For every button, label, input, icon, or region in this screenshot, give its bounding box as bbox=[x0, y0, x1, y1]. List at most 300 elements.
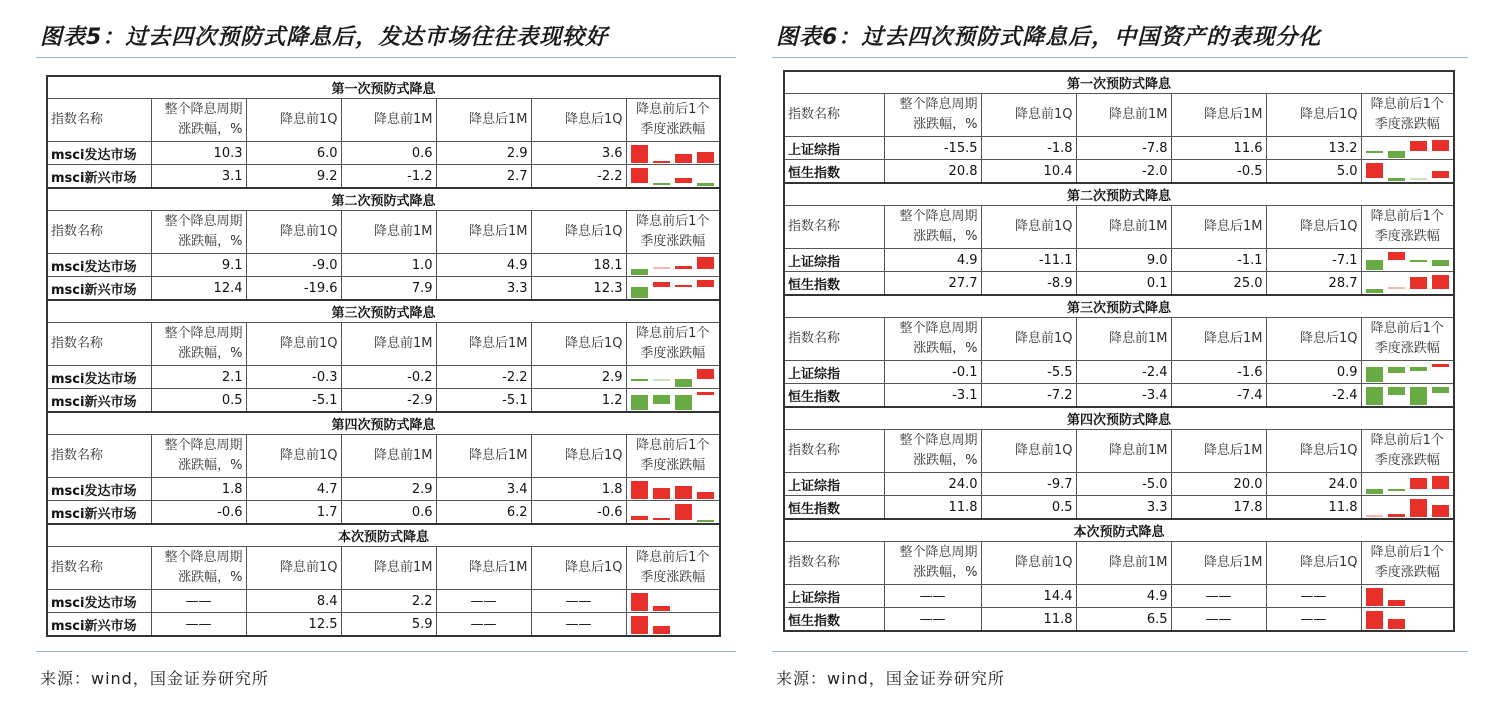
column-header bbox=[436, 323, 531, 366]
sparkline-bar bbox=[631, 168, 648, 183]
sparkline-cell bbox=[626, 254, 720, 277]
column-header-line: 季度涨跌幅 bbox=[640, 346, 706, 361]
cycle-change: 2.1 bbox=[151, 366, 246, 389]
figure-5-title: 图表5：过去四次预防式降息后，发达市场往往表现较好 bbox=[40, 25, 609, 50]
sparkline-bar bbox=[1366, 260, 1383, 270]
period-change: 11.6 bbox=[1171, 137, 1266, 160]
period-change: -1.8 bbox=[981, 137, 1076, 160]
period-change: -7.8 bbox=[1076, 137, 1171, 160]
sparkline-bar bbox=[653, 606, 670, 611]
table-row bbox=[47, 142, 720, 165]
column-header-line: 降息前1Q bbox=[279, 560, 338, 575]
column-header bbox=[436, 211, 531, 254]
sparkline-bar bbox=[1432, 260, 1449, 266]
sparkline-bar bbox=[653, 267, 670, 269]
column-header bbox=[1171, 206, 1266, 249]
sparkline-bar bbox=[653, 282, 670, 286]
figure-6-source: 来源：wind，国金证券研究所 bbox=[776, 669, 1005, 688]
index-name: msci新兴市场 bbox=[47, 277, 151, 301]
column-header-line: 季度涨跌幅 bbox=[1374, 229, 1440, 244]
column-header bbox=[1076, 318, 1171, 361]
column-header-line: 降息前1M bbox=[1109, 107, 1168, 122]
column-header bbox=[1361, 318, 1454, 361]
column-header bbox=[884, 94, 981, 137]
sparkline-bar bbox=[1388, 178, 1405, 181]
column-header bbox=[341, 547, 436, 590]
header-row bbox=[47, 435, 720, 478]
column-header bbox=[47, 211, 151, 254]
period-change: -5.0 bbox=[1076, 473, 1171, 496]
column-header bbox=[784, 318, 884, 361]
column-header-line: 季度涨跌幅 bbox=[640, 458, 706, 473]
sparkline-bar bbox=[1432, 140, 1449, 151]
period-change: 4.9 bbox=[436, 254, 531, 277]
table-row bbox=[784, 272, 1454, 296]
column-header-line: 降息前后1个 bbox=[1370, 321, 1444, 336]
sparkline-bar bbox=[631, 481, 648, 499]
sparkline-bar bbox=[675, 486, 692, 499]
column-header bbox=[1076, 206, 1171, 249]
period-change: -2.9 bbox=[341, 389, 436, 413]
column-header bbox=[341, 211, 436, 254]
column-header bbox=[626, 323, 720, 366]
period-change: 24.0 bbox=[1266, 473, 1361, 496]
column-header-line: 指数名称 bbox=[51, 336, 104, 351]
period-change: 0.9 bbox=[1266, 361, 1361, 384]
period-change: -8.9 bbox=[981, 272, 1076, 296]
period-change: 1.0 bbox=[341, 254, 436, 277]
table-row bbox=[784, 361, 1454, 384]
sparkline-bar bbox=[1388, 489, 1405, 492]
period-change: 3.3 bbox=[436, 277, 531, 301]
sparkline-bar bbox=[1388, 151, 1405, 158]
sparkline-bar bbox=[1366, 387, 1383, 405]
column-header-line: 季度涨跌幅 bbox=[640, 570, 706, 585]
column-header bbox=[1361, 94, 1454, 137]
column-header-line: 降息前1M bbox=[1109, 555, 1168, 570]
column-header-line: 降息后1M bbox=[469, 448, 528, 463]
header-row bbox=[784, 94, 1454, 137]
section-title-row bbox=[784, 71, 1454, 94]
section-title: 本次预防式降息 bbox=[47, 524, 720, 547]
sparkline-bar bbox=[1432, 275, 1449, 289]
section-title-row bbox=[784, 295, 1454, 318]
period-change: -0.5 bbox=[1171, 160, 1266, 184]
column-header-line: 涨跌幅，% bbox=[913, 341, 978, 356]
column-header bbox=[341, 435, 436, 478]
sparkline-bar bbox=[1388, 367, 1405, 374]
sparkline-bar bbox=[1432, 364, 1449, 367]
column-header-line: 降息前1Q bbox=[279, 224, 338, 239]
section-title: 第一次预防式降息 bbox=[784, 71, 1454, 94]
period-change: 12.3 bbox=[531, 277, 626, 301]
period-change: -1.1 bbox=[1171, 249, 1266, 272]
period-change: 2.2 bbox=[341, 590, 436, 613]
column-header-line: 指数名称 bbox=[788, 107, 841, 122]
column-header-line: 降息前1Q bbox=[279, 336, 338, 351]
column-header bbox=[246, 323, 341, 366]
cycle-change: —— bbox=[884, 585, 981, 608]
table-row bbox=[47, 613, 720, 637]
period-change: -5.1 bbox=[246, 389, 341, 413]
period-change: 0.6 bbox=[341, 501, 436, 525]
sparkline-bar bbox=[697, 152, 714, 163]
sparkline-bar bbox=[1366, 489, 1383, 494]
column-header-line: 降息前1M bbox=[374, 560, 433, 575]
cycle-change: 24.0 bbox=[884, 473, 981, 496]
period-change: -2.2 bbox=[436, 366, 531, 389]
sparkline-bar bbox=[631, 145, 648, 163]
column-header-line: 降息前后1个 bbox=[636, 438, 710, 453]
column-header bbox=[1266, 94, 1361, 137]
sparkline-bar bbox=[697, 492, 714, 499]
sparkline-bar bbox=[1432, 505, 1449, 517]
period-change: -7.1 bbox=[1266, 249, 1361, 272]
column-header bbox=[246, 99, 341, 142]
index-name: 上证综指 bbox=[784, 137, 884, 160]
column-header-line: 降息后1M bbox=[469, 112, 528, 127]
column-header bbox=[531, 435, 626, 478]
index-name: 上证综指 bbox=[784, 361, 884, 384]
column-header-line: 涨跌幅，% bbox=[178, 234, 243, 249]
column-header-line: 降息前后1个 bbox=[1370, 433, 1444, 448]
column-header-line: 降息后1M bbox=[469, 336, 528, 351]
period-change: 0.1 bbox=[1076, 272, 1171, 296]
column-header-line: 降息后1Q bbox=[1299, 107, 1358, 122]
sparkline-bar bbox=[697, 280, 714, 287]
column-header-line: 季度涨跌幅 bbox=[1374, 341, 1440, 356]
sparkline-cell bbox=[626, 366, 720, 389]
figure-6-table bbox=[783, 70, 1455, 632]
cycle-change: 10.3 bbox=[151, 142, 246, 165]
sparkline-bar bbox=[1388, 514, 1405, 517]
table-row bbox=[784, 473, 1454, 496]
column-header bbox=[981, 430, 1076, 473]
column-header-line: 整个降息周期 bbox=[164, 214, 243, 229]
column-header bbox=[981, 318, 1076, 361]
period-change: 3.4 bbox=[436, 478, 531, 501]
sparkline-bar bbox=[675, 395, 692, 410]
sparkline-cell bbox=[1361, 361, 1454, 384]
sparkline-bar bbox=[697, 369, 714, 379]
section-title-row bbox=[47, 412, 720, 435]
sparkline-bar bbox=[653, 161, 670, 163]
sparkline-cell bbox=[626, 590, 720, 613]
cycle-change: 1.8 bbox=[151, 478, 246, 501]
column-header bbox=[246, 435, 341, 478]
sparkline-bar bbox=[631, 269, 648, 275]
section-title: 第二次预防式降息 bbox=[47, 188, 720, 211]
cycle-change: 27.7 bbox=[884, 272, 981, 296]
period-change: -2.0 bbox=[1076, 160, 1171, 184]
column-header-line: 降息后1Q bbox=[1299, 555, 1358, 570]
index-name: msci发达市场 bbox=[47, 478, 151, 501]
column-header bbox=[784, 94, 884, 137]
sparkline-bar bbox=[653, 488, 670, 499]
sparkline-bar bbox=[653, 626, 670, 634]
column-header-line: 降息前后1个 bbox=[1370, 545, 1444, 560]
period-change: -5.1 bbox=[436, 389, 531, 413]
period-change: 25.0 bbox=[1171, 272, 1266, 296]
sparkline-bar bbox=[1366, 163, 1383, 178]
section-title: 第三次预防式降息 bbox=[47, 300, 720, 323]
sparkline-bar bbox=[1410, 277, 1427, 289]
sparkline-bar bbox=[697, 183, 714, 186]
sparkline-bar bbox=[1366, 289, 1383, 293]
period-change: 9.2 bbox=[246, 165, 341, 189]
column-header-line: 降息后1M bbox=[1204, 331, 1263, 346]
period-change: 10.4 bbox=[981, 160, 1076, 184]
section-title: 第四次预防式降息 bbox=[784, 407, 1454, 430]
sparkline-bar bbox=[1410, 178, 1427, 180]
section-title-row bbox=[47, 76, 720, 99]
period-change: -5.5 bbox=[981, 361, 1076, 384]
sparkline-bar bbox=[631, 287, 648, 298]
column-header-line: 涨跌幅，% bbox=[913, 453, 978, 468]
period-change: 1.7 bbox=[246, 501, 341, 525]
column-header bbox=[47, 99, 151, 142]
cycle-change: -15.5 bbox=[884, 137, 981, 160]
table-row bbox=[47, 501, 720, 525]
period-change: -0.3 bbox=[246, 366, 341, 389]
period-change: —— bbox=[531, 590, 626, 613]
column-header bbox=[151, 211, 246, 254]
sparkline-bar bbox=[675, 504, 692, 520]
column-header-line: 季度涨跌幅 bbox=[1374, 453, 1440, 468]
footer-divider bbox=[772, 651, 1468, 652]
column-header-line: 降息前1Q bbox=[279, 112, 338, 127]
table-row bbox=[47, 366, 720, 389]
period-change: 4.7 bbox=[246, 478, 341, 501]
period-change: 20.0 bbox=[1171, 473, 1266, 496]
sparkline-bar bbox=[1432, 476, 1449, 489]
sparkline-bar bbox=[675, 266, 692, 269]
sparkline-bar bbox=[1432, 171, 1449, 178]
column-header bbox=[981, 542, 1076, 585]
index-name: msci发达市场 bbox=[47, 366, 151, 389]
table-row bbox=[784, 496, 1454, 520]
column-header-line: 降息后1M bbox=[469, 224, 528, 239]
column-header-line: 季度涨跌幅 bbox=[1374, 117, 1440, 132]
sparkline-cell bbox=[1361, 272, 1454, 296]
sparkline-bar bbox=[1432, 387, 1449, 393]
section-title: 第二次预防式降息 bbox=[784, 183, 1454, 206]
sparkline-bar bbox=[1388, 387, 1405, 395]
cycle-change: 3.1 bbox=[151, 165, 246, 189]
cycle-change: -0.6 bbox=[151, 501, 246, 525]
index-name: msci发达市场 bbox=[47, 590, 151, 613]
cycle-change: -3.1 bbox=[884, 384, 981, 408]
column-header bbox=[1076, 430, 1171, 473]
index-name: 恒生指数 bbox=[784, 160, 884, 184]
column-header bbox=[1171, 542, 1266, 585]
column-header bbox=[151, 323, 246, 366]
column-header-line: 指数名称 bbox=[51, 112, 104, 127]
period-change: -0.6 bbox=[531, 501, 626, 525]
period-change: -19.6 bbox=[246, 277, 341, 301]
sparkline-bar bbox=[1388, 600, 1405, 606]
column-header-line: 涨跌幅，% bbox=[913, 565, 978, 580]
period-change: -9.7 bbox=[981, 473, 1076, 496]
sparkline-bar bbox=[697, 520, 714, 522]
column-header-line: 降息前1Q bbox=[1014, 555, 1073, 570]
period-change: 2.9 bbox=[436, 142, 531, 165]
table-row bbox=[47, 478, 720, 501]
sparkline-bar bbox=[631, 395, 648, 410]
header-row bbox=[47, 323, 720, 366]
sparkline-bar bbox=[1388, 287, 1405, 289]
column-header bbox=[1361, 206, 1454, 249]
column-header bbox=[531, 323, 626, 366]
index-name: msci发达市场 bbox=[47, 142, 151, 165]
period-change: 3.3 bbox=[1076, 496, 1171, 520]
column-header-line: 降息前1Q bbox=[1014, 443, 1073, 458]
table-row bbox=[47, 277, 720, 301]
column-header bbox=[246, 211, 341, 254]
figure-5-source: 来源：wind，国金证券研究所 bbox=[40, 669, 269, 688]
period-change: —— bbox=[436, 590, 531, 613]
column-header-line: 降息后1M bbox=[1204, 443, 1263, 458]
sparkline-bar bbox=[1366, 515, 1383, 517]
period-change: -11.1 bbox=[981, 249, 1076, 272]
table-row bbox=[784, 160, 1454, 184]
column-header-line: 整个降息周期 bbox=[164, 438, 243, 453]
column-header-line: 指数名称 bbox=[51, 560, 104, 575]
table-row bbox=[784, 585, 1454, 608]
column-header bbox=[884, 318, 981, 361]
period-change: 3.6 bbox=[531, 142, 626, 165]
cycle-change: 12.4 bbox=[151, 277, 246, 301]
period-change: -7.4 bbox=[1171, 384, 1266, 408]
period-change: -2.2 bbox=[531, 165, 626, 189]
sparkline-bar bbox=[1410, 367, 1427, 372]
column-header-line: 整个降息周期 bbox=[164, 326, 243, 341]
period-change: —— bbox=[531, 613, 626, 637]
column-header bbox=[47, 435, 151, 478]
table-row bbox=[784, 137, 1454, 160]
section-title-row bbox=[784, 519, 1454, 542]
sparkline-bar bbox=[1388, 619, 1405, 629]
period-change: 18.1 bbox=[531, 254, 626, 277]
period-change: 6.5 bbox=[1076, 608, 1171, 632]
column-header bbox=[784, 206, 884, 249]
period-change: 2.9 bbox=[531, 366, 626, 389]
index-name: 恒生指数 bbox=[784, 272, 884, 296]
column-header-line: 降息后1Q bbox=[1299, 331, 1358, 346]
period-change: —— bbox=[436, 613, 531, 637]
table-row bbox=[47, 254, 720, 277]
sparkline-cell bbox=[626, 389, 720, 413]
table-row bbox=[784, 384, 1454, 408]
section-title: 第三次预防式降息 bbox=[784, 295, 1454, 318]
section-title-row bbox=[784, 407, 1454, 430]
column-header bbox=[981, 94, 1076, 137]
header-row bbox=[784, 318, 1454, 361]
sparkline-bar bbox=[1410, 499, 1427, 517]
index-name: msci新兴市场 bbox=[47, 165, 151, 189]
column-header bbox=[884, 430, 981, 473]
section-title-row bbox=[47, 524, 720, 547]
period-change: 5.0 bbox=[1266, 160, 1361, 184]
sparkline-bar bbox=[1388, 252, 1405, 260]
cycle-change: 20.8 bbox=[884, 160, 981, 184]
sparkline-cell bbox=[1361, 384, 1454, 408]
column-header-line: 降息后1Q bbox=[564, 224, 623, 239]
header-row bbox=[784, 430, 1454, 473]
sparkline-bar bbox=[631, 616, 648, 634]
sparkline-bar bbox=[1366, 367, 1383, 382]
cycle-change: 11.8 bbox=[884, 496, 981, 520]
table-row bbox=[47, 165, 720, 189]
column-header bbox=[1171, 430, 1266, 473]
column-header-line: 整个降息周期 bbox=[899, 97, 978, 112]
column-header-line: 指数名称 bbox=[788, 219, 841, 234]
cycle-change: —— bbox=[151, 613, 246, 637]
index-name: 恒生指数 bbox=[784, 384, 884, 408]
figure-5-table bbox=[46, 75, 721, 637]
section-title-row bbox=[47, 188, 720, 211]
column-header-line: 整个降息周期 bbox=[164, 550, 243, 565]
period-change: 4.9 bbox=[1076, 585, 1171, 608]
period-change: -2.4 bbox=[1266, 384, 1361, 408]
column-header-line: 降息后1M bbox=[469, 560, 528, 575]
sparkline-bar bbox=[1366, 611, 1383, 629]
period-change: 12.5 bbox=[246, 613, 341, 637]
column-header-line: 降息前后1个 bbox=[636, 102, 710, 117]
index-name: msci发达市场 bbox=[47, 254, 151, 277]
column-header bbox=[151, 99, 246, 142]
cycle-change: —— bbox=[884, 608, 981, 632]
sparkline-bar bbox=[697, 392, 714, 395]
sparkline-bar bbox=[631, 379, 648, 381]
column-header bbox=[47, 547, 151, 590]
column-header bbox=[626, 99, 720, 142]
title-divider bbox=[36, 57, 736, 58]
header-row bbox=[47, 211, 720, 254]
column-header bbox=[531, 99, 626, 142]
period-change: —— bbox=[1171, 608, 1266, 632]
column-header-line: 降息前1M bbox=[374, 224, 433, 239]
period-change: 1.2 bbox=[531, 389, 626, 413]
figure-6-title: 图表6：过去四次预防式降息后，中国资产的表现分化 bbox=[776, 25, 1322, 50]
column-header-line: 降息后1M bbox=[1204, 555, 1263, 570]
column-header-line: 季度涨跌幅 bbox=[640, 234, 706, 249]
column-header-line: 降息前1Q bbox=[1014, 219, 1073, 234]
column-header bbox=[884, 542, 981, 585]
column-header-line: 指数名称 bbox=[788, 331, 841, 346]
table-row bbox=[784, 249, 1454, 272]
column-header-line: 降息后1M bbox=[1204, 107, 1263, 122]
column-header-line: 降息前后1个 bbox=[636, 214, 710, 229]
column-header bbox=[151, 435, 246, 478]
index-name: 上证综指 bbox=[784, 473, 884, 496]
sparkline-cell bbox=[1361, 160, 1454, 184]
sparkline-bar bbox=[1410, 260, 1427, 262]
column-header bbox=[1266, 542, 1361, 585]
cycle-change: —— bbox=[151, 590, 246, 613]
column-header-line: 涨跌幅，% bbox=[178, 570, 243, 585]
period-change: -1.6 bbox=[1171, 361, 1266, 384]
index-name: 恒生指数 bbox=[784, 496, 884, 520]
column-header-line: 降息前后1个 bbox=[1370, 97, 1444, 112]
column-header bbox=[1361, 542, 1454, 585]
column-header-line: 降息后1Q bbox=[564, 336, 623, 351]
header-row bbox=[47, 547, 720, 590]
period-change: -2.4 bbox=[1076, 361, 1171, 384]
section-title-row bbox=[47, 300, 720, 323]
column-header-line: 指数名称 bbox=[51, 224, 104, 239]
column-header bbox=[1361, 430, 1454, 473]
